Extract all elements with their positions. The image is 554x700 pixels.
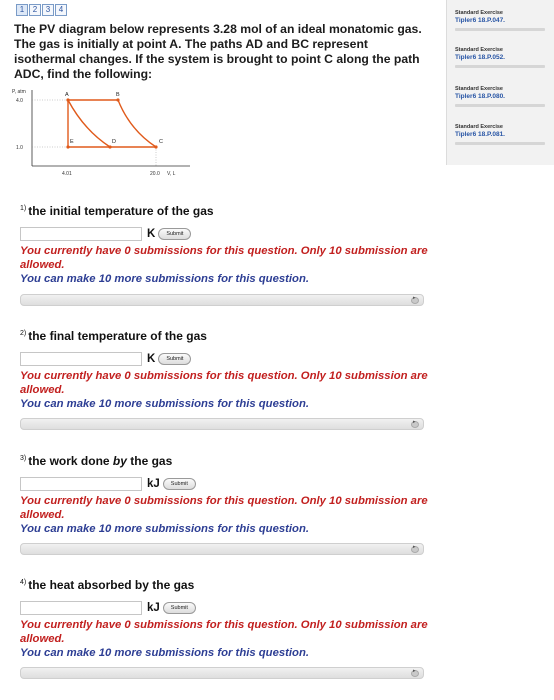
feedback-bar[interactable]: [20, 294, 424, 306]
question-title: [20, 329, 430, 343]
sidebar-bar: [455, 28, 545, 31]
question-number: 1): [20, 205, 27, 212]
pv-diagram: [10, 86, 200, 181]
answer-row: [20, 477, 430, 491]
point-b: [116, 98, 119, 101]
remaining-submissions-message: You can make 10 more submissions for this question.: [20, 398, 309, 410]
question-title: [20, 204, 430, 218]
x-tick-4: 4.01: [62, 171, 72, 177]
submit-button[interactable]: Submit: [163, 478, 196, 490]
question-text: the final temperature of the gas: [28, 329, 207, 343]
submission-count-message: You currently have 0 submissions for this question. Only 10 submission are allowed.: [20, 245, 428, 271]
sidebar-item[interactable]: [455, 124, 549, 145]
label-d: D: [112, 139, 116, 145]
y-tick-4: 4.0: [16, 98, 23, 104]
unit-label: K: [147, 353, 156, 365]
answer-input[interactable]: [20, 352, 142, 366]
point-e: [66, 145, 69, 148]
question-2: [20, 329, 430, 425]
remaining-submissions-message: You can make 10 more submissions for this question.: [20, 647, 309, 659]
question-text: the initial temperature of the gas: [28, 204, 214, 218]
submission-count-message: You currently have 0 submissions for this question. Only 10 submission are allowed.: [20, 370, 428, 396]
question-3: [20, 454, 430, 550]
answer-input[interactable]: [20, 601, 142, 615]
submission-count-message: You currently have 0 submissions for this question. Only 10 submission are allowed.: [20, 495, 428, 521]
expand-icon[interactable]: ▸: [411, 421, 419, 428]
expand-icon[interactable]: ▸: [411, 670, 419, 677]
sidebar-item[interactable]: [455, 10, 549, 31]
submit-button[interactable]: Submit: [158, 353, 191, 365]
submission-count-message: You currently have 0 submissions for this question. Only 10 submission are allowed.: [20, 619, 428, 645]
label-a: A: [65, 92, 69, 98]
sidebar-bar: [455, 104, 545, 107]
question-number: 3): [20, 455, 27, 462]
y-tick-1: 1.0: [16, 145, 23, 151]
sidebar-bar: [455, 142, 545, 145]
question-number: 4): [20, 579, 27, 586]
point-a: [66, 98, 69, 101]
question-number: 2): [20, 330, 27, 337]
question-4: [20, 578, 430, 674]
feedback-bar[interactable]: [20, 543, 424, 555]
sidebar-caption: Standard Exercise: [455, 124, 503, 130]
unit-label: K: [147, 228, 156, 240]
answer-row: [20, 227, 430, 241]
x-axis-label: V, L: [167, 171, 176, 177]
unit-label: kJ: [147, 602, 160, 614]
unit-label: kJ: [147, 478, 160, 490]
question-text-emphasis: by: [112, 454, 127, 468]
answer-row: [20, 352, 430, 366]
sidebar-link[interactable]: Tipler6 18.P.052.: [455, 54, 505, 61]
page-tab-4[interactable]: 4: [55, 4, 67, 16]
remaining-submissions-message: You can make 10 more submissions for this question.: [20, 523, 309, 535]
sidebar-link[interactable]: Tipler6 18.P.081.: [455, 131, 505, 138]
page-tab-2[interactable]: 2: [29, 4, 41, 16]
point-d: [108, 145, 111, 148]
feedback-bar[interactable]: [20, 418, 424, 430]
sidebar-item[interactable]: [455, 47, 549, 68]
sidebar-caption: Standard Exercise: [455, 47, 503, 53]
sidebar-caption: Standard Exercise: [455, 10, 503, 16]
answer-input[interactable]: [20, 227, 142, 241]
answer-input[interactable]: [20, 477, 142, 491]
feedback-bar[interactable]: [20, 667, 424, 679]
label-b: B: [116, 92, 120, 98]
remaining-submissions-message: You can make 10 more submissions for this question.: [20, 273, 309, 285]
question-1: [20, 204, 430, 301]
isotherm-ad: [68, 100, 110, 147]
question-text: the heat absorbed by the gas: [28, 578, 195, 592]
expand-icon[interactable]: ▸: [411, 297, 419, 304]
page-tabs: [16, 4, 67, 16]
x-tick-20: 20.0: [150, 171, 160, 177]
label-c: C: [159, 139, 163, 145]
y-axis-label: P, atm: [12, 89, 26, 95]
problem-statement: The PV diagram below represents 3.28 mol of an ideal monatomic gas. The gas is initially at point A. The paths AD and BC represent isothermal changes. If the system is brought to point C along the path ADC, find the following:: [14, 22, 422, 81]
sidebar-link[interactable]: Tipler6 18.P.047.: [455, 17, 505, 24]
page-tab-3[interactable]: 3: [42, 4, 54, 16]
sidebar-item[interactable]: [455, 86, 549, 107]
question-title: [20, 578, 430, 592]
submit-button[interactable]: Submit: [163, 602, 196, 614]
answer-row: [20, 601, 430, 615]
isotherm-bc: [118, 100, 156, 147]
expand-icon[interactable]: ▸: [411, 546, 419, 553]
label-e: E: [70, 139, 74, 145]
question-title: [20, 454, 430, 468]
sidebar-bar: [455, 65, 545, 68]
page-tab-1[interactable]: 1: [16, 4, 28, 16]
submit-button[interactable]: Submit: [158, 228, 191, 240]
question-text-pre: the work done: [28, 454, 113, 468]
question-text-post: the gas: [126, 454, 173, 468]
related-exercises-sidebar: [446, 0, 554, 165]
point-c: [154, 145, 157, 148]
sidebar-caption: Standard Exercise: [455, 86, 503, 92]
sidebar-link[interactable]: Tipler6 18.P.080.: [455, 93, 505, 100]
